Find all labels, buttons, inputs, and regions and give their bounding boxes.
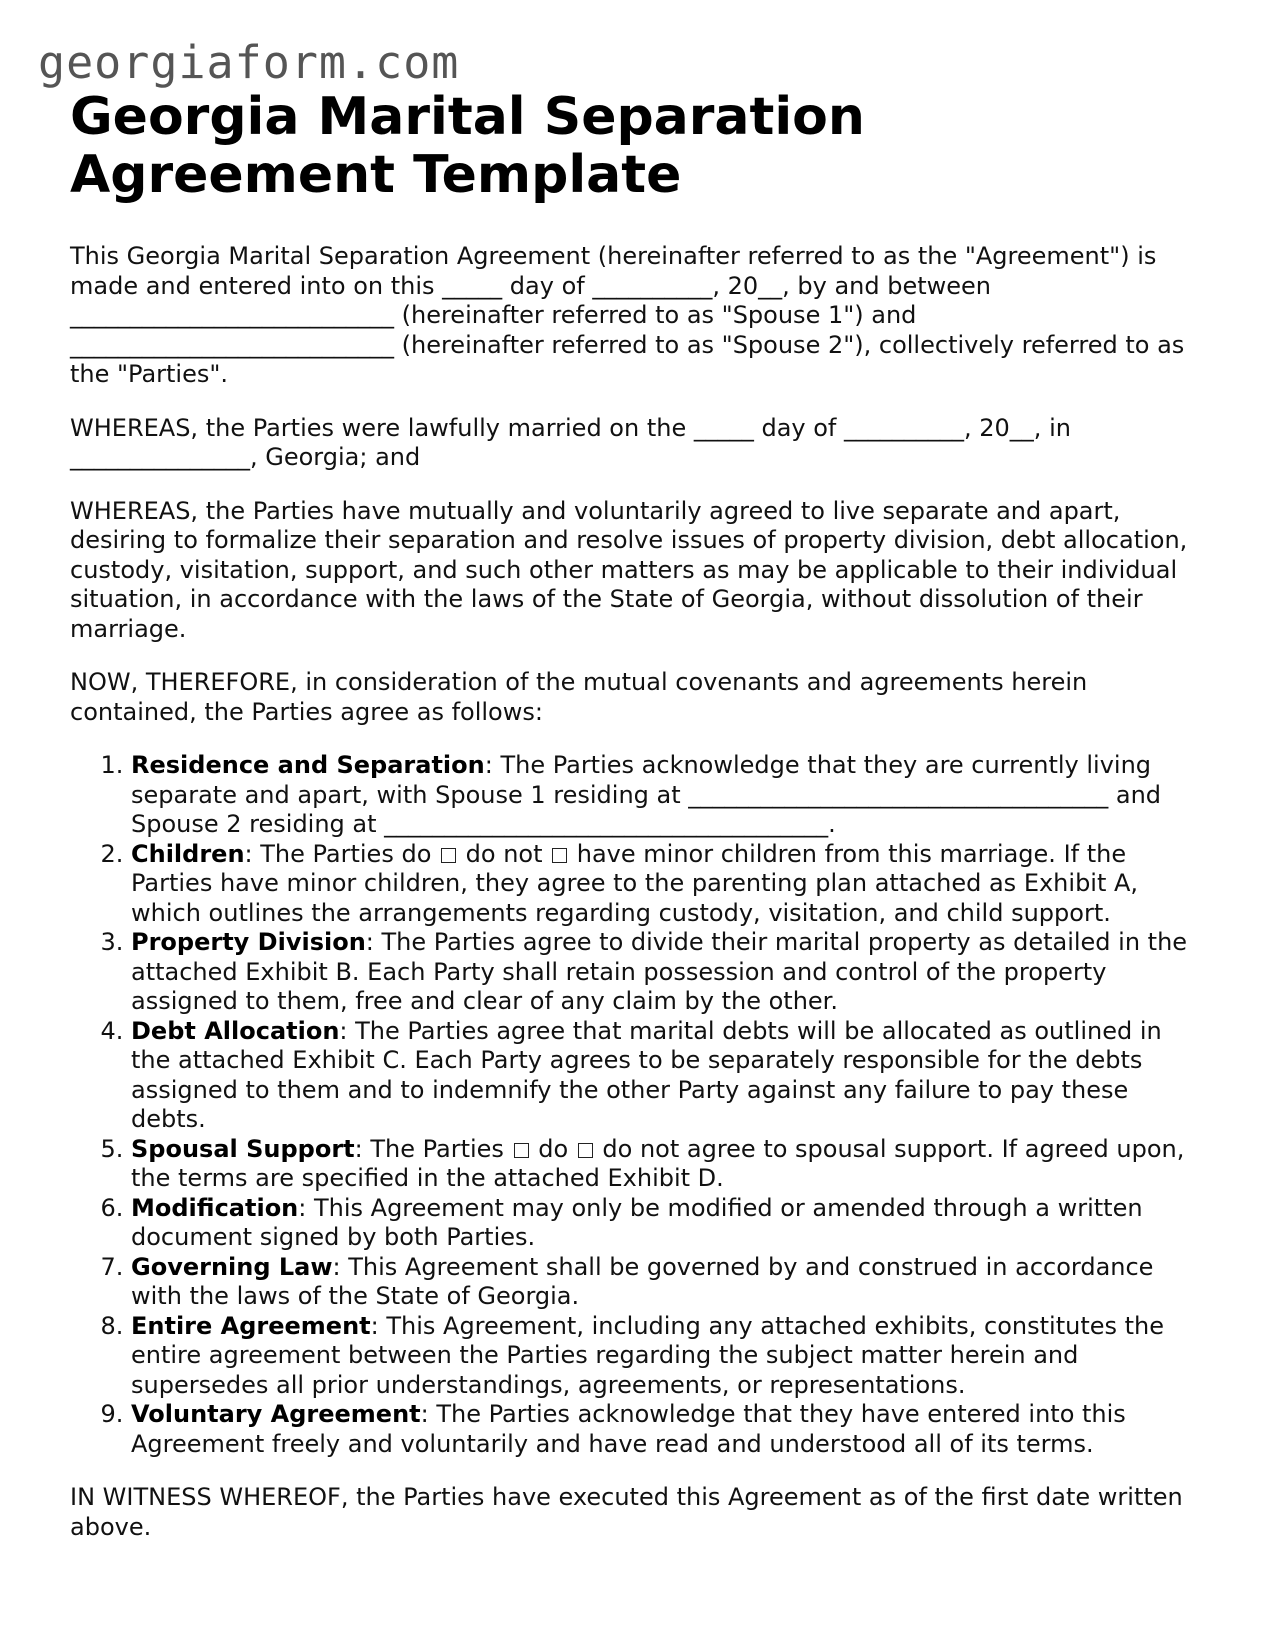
support-do-checkbox[interactable] (514, 1143, 529, 1158)
term-title: Governing Law (131, 1252, 333, 1281)
term-text: : The Parties do (244, 839, 440, 868)
term-text: do not agree to spousal support. If agreed upon, the terms are specified in the attached Exhibit D. (131, 1134, 1185, 1192)
term-debt (131, 1017, 1200, 1135)
children-do-checkbox[interactable] (441, 848, 456, 863)
term-modification (131, 1194, 1200, 1253)
term-text: do not (458, 839, 551, 868)
term-children (131, 840, 1200, 929)
witness-paragraph: IN WITNESS WHEREOF, the Parties have executed this Agreement as of the first date written above. (70, 1483, 1183, 1541)
term-text: : The Parties (354, 1134, 512, 1163)
term-voluntary (131, 1400, 1200, 1459)
whereas-marriage-paragraph: WHEREAS, the Parties were lawfully married on the _____ day of __________, 20__, in _______________, Georgia; and (70, 413, 1071, 471)
intro-paragraph: This Georgia Marital Separation Agreement (hereinafter referred to as the "Agreement") is made and entered into on this _____ day of __________, 20__, by and between ___________________________ (hereinafter referred to as "Spouse 1") and ___________________________ (hereinafter referred to as "Spouse 2"), collectively referred to as the "Parties". (70, 242, 1185, 388)
document-title: Georgia Marital Separation Agreement Template (70, 87, 865, 205)
term-text: have minor children from this marriage. If the Parties have minor children, they agree to the parenting plan attached as Exhibit A, which outlines the arrangements regarding custody, visitation, and child support. (131, 839, 1139, 927)
term-spousal-support (131, 1135, 1200, 1194)
term-title: Voluntary Agreement (131, 1400, 421, 1428)
children-do-not-checkbox[interactable] (552, 848, 567, 863)
term-text: : This Agreement, including any attached exhibits, constitutes the entire agreement between the Parties regarding the subject matter herein and supersedes all prior understandings, agreements, or representations. (131, 1311, 1165, 1399)
term-property (131, 928, 1200, 1017)
term-title: Residence and Separation (131, 751, 485, 779)
term-text: : The Parties acknowledge that they have entered into this Agreement freely and voluntarily and have read and understood all of its terms. (131, 1400, 1126, 1458)
document-page (70, 88, 1200, 1542)
term-entire-agreement (131, 1312, 1200, 1401)
term-text: do (530, 1134, 576, 1163)
term-text: : This Agreement shall be governed by and construed in accordance with the laws of the State of Georgia. (131, 1252, 1154, 1310)
term-text: : This Agreement may only be modified or amended through a written document signed by both Parties. (131, 1193, 1143, 1251)
term-text: : The Parties agree that marital debts will be allocated as outlined in the attached Exhibit C. Each Party agrees to be separately responsible for the debts assigned to them and to indemnify the other Party against any failure to pay these debts. (131, 1016, 1162, 1133)
terms-list (70, 751, 1200, 1459)
term-title: Children (131, 839, 245, 868)
term-residence (131, 751, 1200, 840)
term-title: Property Division (131, 928, 366, 956)
whereas-separation-paragraph: WHEREAS, the Parties have mutually and voluntarily agreed to live separate and apart, desiring to formalize their separation and resolve issues of property division, debt allocation, custody, visitation, support, and such other matters as may be applicable to their individual situation, in accordance with the laws of the State of Georgia, without dissolution of their marriage. (70, 496, 1188, 643)
term-title: Debt Allocation (131, 1016, 340, 1045)
support-do-not-checkbox[interactable] (578, 1143, 593, 1158)
term-title: Spousal Support (131, 1134, 355, 1163)
term-title: Modification (131, 1193, 299, 1222)
now-therefore-paragraph: NOW, THEREFORE, in consideration of the mutual covenants and agreements herein contained, the Parties agree as follows: (70, 668, 1088, 726)
site-watermark: georgiaform.com (38, 36, 460, 89)
term-text: : The Parties agree to divide their marital property as detailed in the attached Exhibit B. Each Party shall retain possession and control of the property assigned to them, free and clear of any claim by the other. (131, 928, 1188, 1015)
term-title: Entire Agreement (131, 1311, 371, 1340)
term-text: : The Parties acknowledge that they are currently living separate and apart, with Spouse 1 residing at ___________________________________ and Spouse 2 residing at _____________________________________. (131, 751, 1162, 838)
term-governing-law (131, 1253, 1200, 1312)
